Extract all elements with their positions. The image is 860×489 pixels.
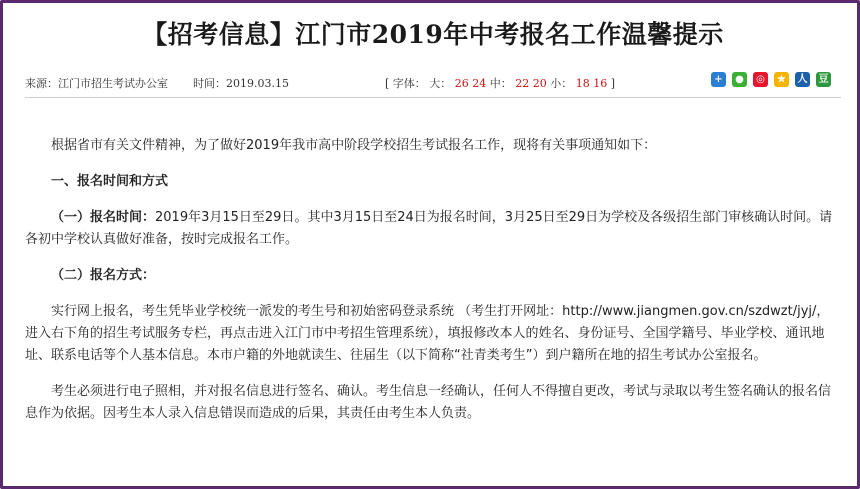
online-registration-paragraph: 实行网上报名，考生凭毕业学校统一派发的考生号和初始密码登录系统 （考生打开网址：http://www.jiangmen.gov.cn/szdwzt/jyj/，进入右下角的招生考试服务专栏，再点击进入江门市中考招生管理系统），填报修改本人的姓名、身份证号、全国学籍号、毕业学校、通讯地址、联系电话等个人基本信息。本市户籍的外地就读生、往届生（以下简称“社青类考生”）到户籍所在地的招生考试办公室报名。 — [25, 304, 830, 363]
font-medium-label: 中： — [489, 77, 512, 90]
font-large-options[interactable]: 26 24 — [454, 77, 487, 90]
font-small-options[interactable]: 18 16 — [575, 77, 608, 90]
item1-text: 2019年3月15日至29日。其中3月15日至24日为报名时间，3月25日至29日为学校及各级招生部门审核确认时间。请各初中学校认真做好准备，按时完成报名工作。 — [25, 210, 833, 247]
intro-paragraph: 根据省市有关文件精神，为了做好2019年我市高中阶段学校招生考试报名工作，现将有关事项通知如下： — [51, 138, 657, 153]
section1-heading: 一、报名时间和方式 — [51, 174, 169, 189]
item2-label: （二）报名方式： — [51, 268, 156, 283]
douban-icon[interactable]: 豆 — [816, 72, 831, 87]
article-title: 【招考信息】江门市2019年中考报名工作温馨提示 — [142, 20, 724, 49]
font-size-close: ] — [610, 77, 616, 90]
item1-paragraph — [25, 207, 841, 251]
font-size-open: [ 字体： — [385, 77, 426, 90]
article-meta — [25, 72, 841, 92]
share-buttons — [711, 72, 831, 87]
weibo-icon[interactable]: ◎ — [753, 72, 768, 87]
source-label: 来源：江门市招生考试办公室 — [25, 77, 168, 90]
item2-paragraph — [25, 265, 841, 287]
renren-icon[interactable]: 人 — [795, 72, 810, 87]
font-size-controls — [385, 75, 615, 91]
qzone-icon[interactable]: ★ — [774, 72, 789, 87]
article-body — [25, 135, 841, 425]
font-large-label: 大： — [429, 77, 452, 90]
font-small-label: 小： — [550, 77, 573, 90]
wechat-icon[interactable]: ● — [732, 72, 747, 87]
section-heading — [25, 171, 841, 193]
header-divider — [25, 97, 841, 98]
share-plus-icon[interactable]: + — [711, 72, 726, 87]
photo-paragraph: 考生必须进行电子照相，并对报名信息进行签名、确认。考生信息一经确认，任何人不得擅自更改，考试与录取以考生签名确认的报名信息作为依据。因考生本人录入信息错误而造成的后果，其责任由考生本人负责。 — [25, 384, 832, 421]
publish-time: 时间：2019.03.15 — [193, 77, 289, 90]
font-medium-options[interactable]: 22 20 — [515, 77, 547, 90]
item1-label: （一）报名时间： — [51, 210, 156, 225]
